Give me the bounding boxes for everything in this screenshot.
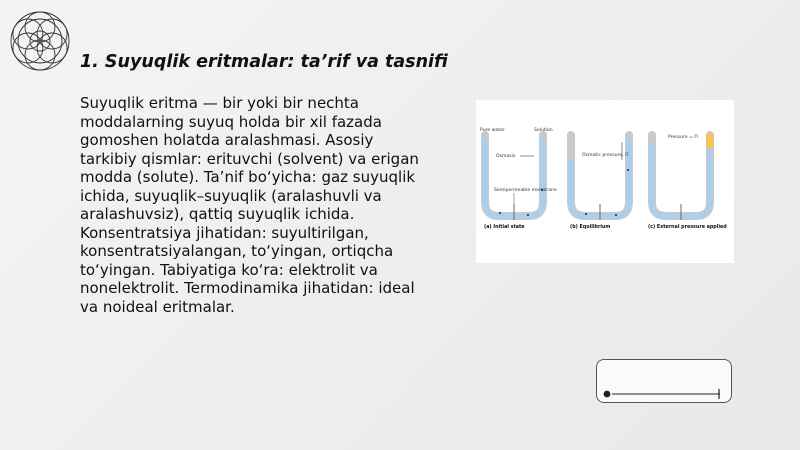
slide-body-text: Suyuqlik eritma — bir yoki bir nechta moddalarning suyuq holda bir xil fazada gomoshen holatda aralashmasi. Asosiy tarkibiy qismlar: erituvchi (solvent) va erigan modda (solute). Ta’nif bo‘yicha: gaz suyuqlik ichida, suyuqlik–suyuqlik (aralashuvli va aralashuvsiz), qattiq suyuqlik ichida. Konsentratsiya jihatidan: suyultirilgan, konsentratsiyalangan, to‘yingan, ortiqcha to‘yingan. Tabiyatiga ko‘ra: elektrolit va nonelektrolit. Termodinamika jihatidan: ideal va noideal eritmalar. [80, 94, 419, 316]
label-pure-water: Pure water [480, 128, 505, 133]
label-osmotic-pressure: Osmotic pressure, Π [582, 153, 629, 158]
label-membrane: Semipermeable membrane [494, 188, 557, 193]
caption-equilibrium: (b) Equilibrium [570, 225, 611, 230]
audio-player[interactable] [596, 359, 732, 403]
osmosis-figure [476, 100, 734, 263]
u-tube-external-pressure [652, 134, 714, 220]
u-tube-equilibrium [571, 135, 629, 220]
logo-flower-icon [3, 4, 77, 78]
u-tube-initial [485, 135, 543, 220]
caption-external-pressure: (c) External pressure applied [648, 225, 727, 230]
slide-title: 1. Suyuqlik eritmalar: ta’rif va tasnifi [80, 52, 448, 72]
label-solution: Solution [534, 128, 553, 133]
caption-initial-state: (a) Initial state [484, 225, 525, 230]
play-icon[interactable] [604, 391, 611, 398]
label-osmosis: Osmosis [496, 154, 516, 159]
label-pressure: Pressure = Π [668, 135, 698, 140]
